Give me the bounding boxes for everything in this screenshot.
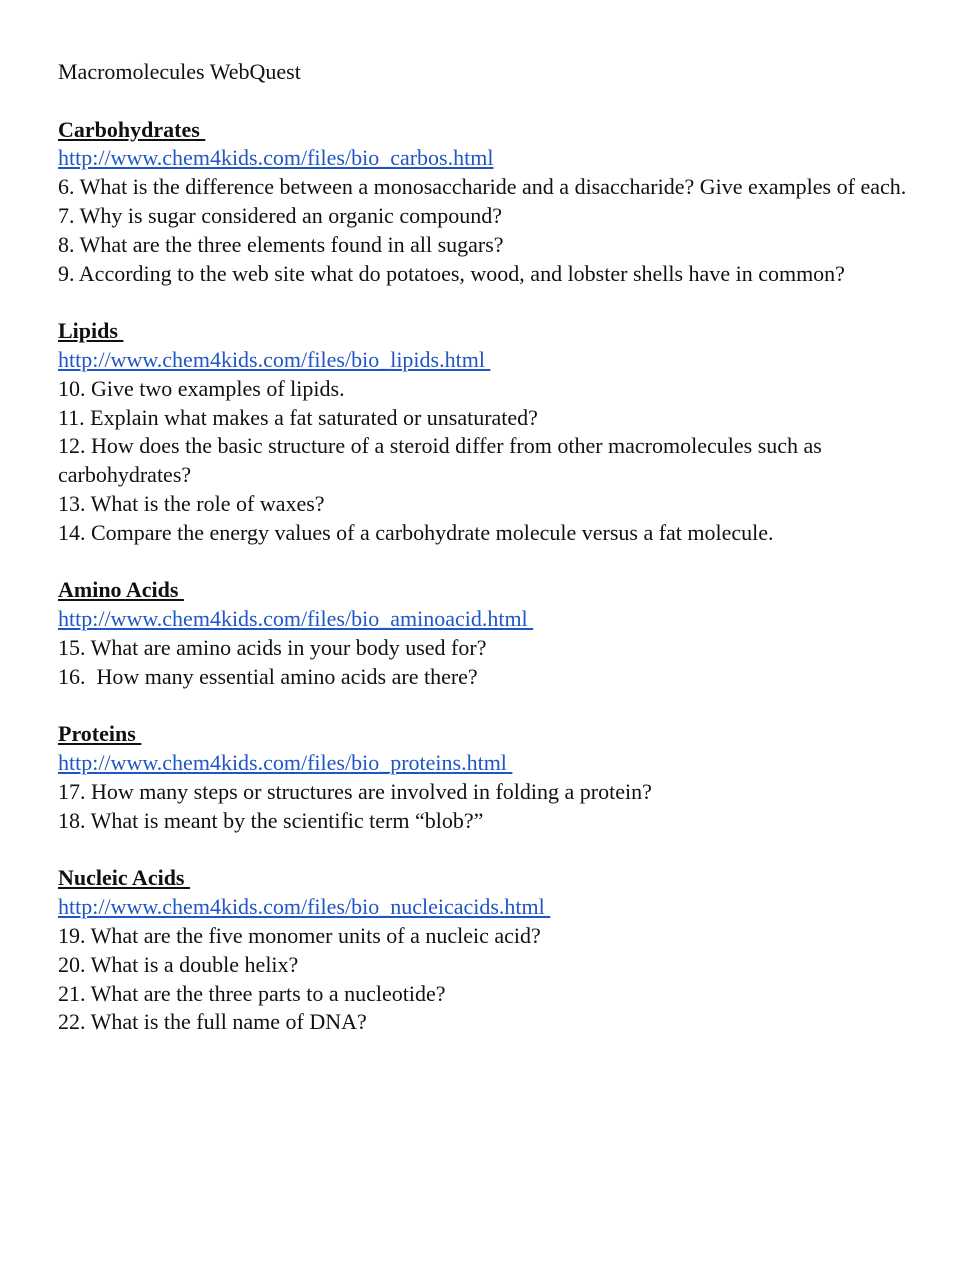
section-heading: Proteins <box>58 721 142 747</box>
section-link[interactable]: http://www.chem4kids.com/files/bio_lipids.html <box>58 346 491 372</box>
question-item: 7. Why is sugar considered an organic compound? <box>58 202 502 228</box>
question-list <box>58 634 938 692</box>
section-proteins <box>58 720 938 835</box>
question-item: 18. What is meant by the scientific term “blob?” <box>58 807 484 833</box>
section-lipids <box>58 317 938 547</box>
question-item: 9. According to the web site what do potatoes, wood, and lobster shells have in common? <box>58 260 845 286</box>
question-item: 22. What is the full name of DNA? <box>58 1009 367 1035</box>
document-page <box>58 58 938 1037</box>
question-item: 12. How does the basic structure of a steroid differ from other macromolecules such as carbohydrates? <box>58 433 828 488</box>
section-link[interactable]: http://www.chem4kids.com/files/bio_carbos.html <box>58 145 494 171</box>
question-item: 14. Compare the energy values of a carbohydrate molecule versus a fat molecule. <box>58 519 774 545</box>
section-link[interactable]: http://www.chem4kids.com/files/bio_aminoacid.html <box>58 606 534 632</box>
question-list <box>58 375 938 548</box>
section-amino-acids <box>58 576 938 691</box>
question-item: 21. What are the three parts to a nucleotide? <box>58 980 446 1006</box>
document-title: Macromolecules WebQuest <box>58 59 301 84</box>
question-item: 13. What is the role of waxes? <box>58 490 325 516</box>
question-item: 8. What are the three elements found in all sugars? <box>58 231 504 257</box>
question-item: 11. Explain what makes a fat saturated or unsaturated? <box>58 404 538 430</box>
section-link[interactable]: http://www.chem4kids.com/files/bio_proteins.html <box>58 750 513 776</box>
question-list <box>58 778 938 836</box>
section-heading: Lipids <box>58 318 124 344</box>
section-link[interactable]: http://www.chem4kids.com/files/bio_nucleicacids.html <box>58 894 551 920</box>
question-item: 15. What are amino acids in your body used for? <box>58 634 487 660</box>
question-item: 10. Give two examples of lipids. <box>58 375 345 401</box>
question-item: 19. What are the five monomer units of a nucleic acid? <box>58 922 541 948</box>
section-heading: Amino Acids <box>58 577 184 603</box>
question-item: 16. How many essential amino acids are there? <box>58 663 478 689</box>
section-heading: Nucleic Acids <box>58 865 190 891</box>
question-item: 20. What is a double helix? <box>58 951 299 977</box>
section-nucleic-acids <box>58 864 938 1037</box>
question-item: 17. How many steps or structures are involved in folding a protein? <box>58 778 652 804</box>
question-list <box>58 922 938 1037</box>
section-carbohydrates <box>58 116 938 289</box>
section-heading: Carbohydrates <box>58 116 206 142</box>
question-list <box>58 173 938 288</box>
question-item: 6. What is the difference between a monosaccharide and a disaccharide? Give examples of each. <box>58 174 907 200</box>
